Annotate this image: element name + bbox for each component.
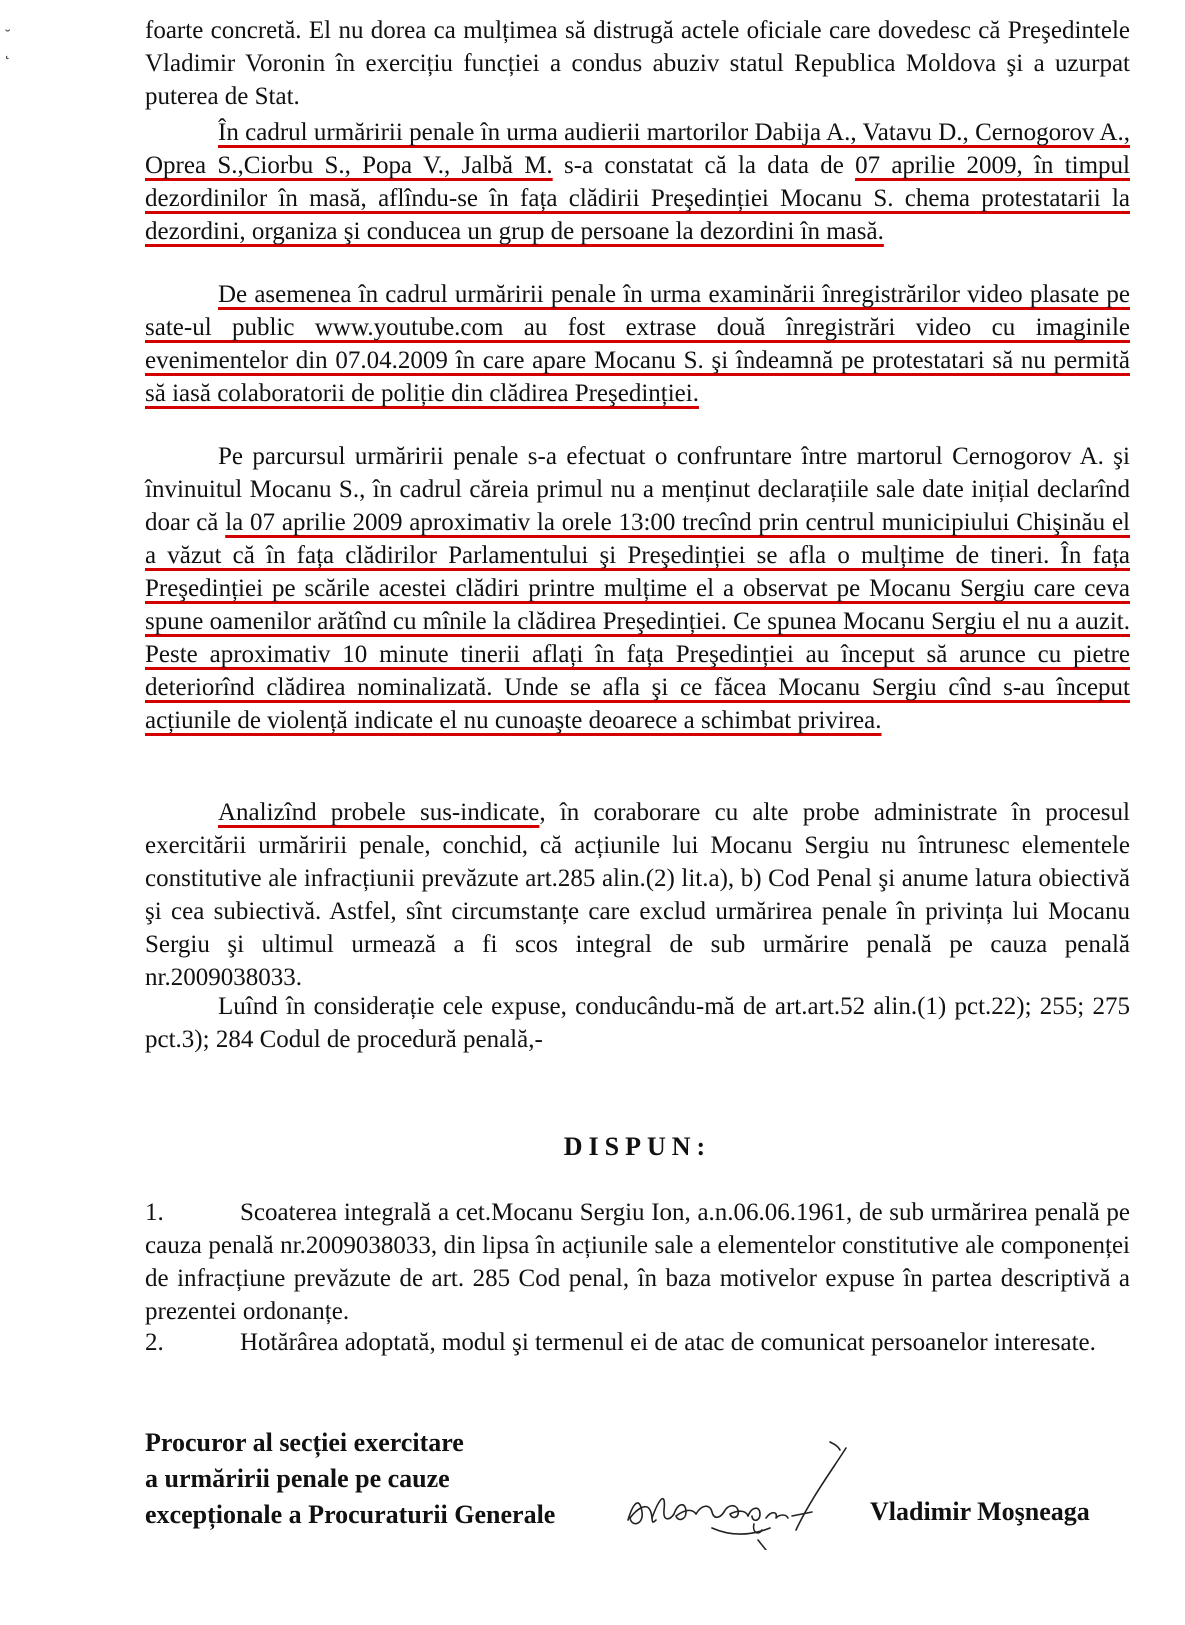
handwritten-signature	[620, 1440, 850, 1550]
signatory-title-line: Procuror al secției exercitare	[145, 1428, 464, 1457]
list-number: 2.	[145, 1329, 164, 1356]
text-segment: , în coraborare cu alte probe administrate în procesul exercitării urmăririi penale, conchid, că acțiunile lui Mocanu Sergiu nu întrunesc elementele constitutive ale infracțiunii prevăzute art.285 alin.(2) lit.a), b) Cod Penal şi anume latura obiectivă şi cea subiectivă. Astfel, sînt circumstanțe care exclud urmărirea penale în privința lui Mocanu Sergiu şi ultimul urmează a fi scos integral de sub urmărire penală pe cauza penală nr.2009038033.	[145, 799, 1130, 991]
signatory-name: Vladimir Moşneaga	[870, 1497, 1090, 1526]
underlined-text: În cadrul urmăririi penale în urma audierii martorilor Dabija A., Vatavu D., Cernogorov A., Oprea S.,Ciorbu S., Popa V., Jalbă M.	[145, 119, 1130, 179]
text-segment: s-a constatat că la data de	[552, 152, 856, 179]
paragraph-2	[145, 116, 1130, 248]
list-number: 1.	[145, 1199, 164, 1226]
signatory-title-line: a urmăririi penale pe cauze	[145, 1464, 450, 1493]
paragraph-5	[145, 796, 1130, 994]
underlined-text: De asemenea în cadrul urmăririi penale în urma examinării înregistrărilor video plasate pe sate-ul public www.youtube.com au fost extrase două înregistrări video cu imaginile evenimentelor din 07.04.2009 în care apare Mocanu S. şi îndeamnă pe protestatari să nu permită să iasă colaboratorii de poliție din clădirea Preşedinției.	[145, 281, 1130, 407]
list-item-2	[145, 1326, 1130, 1359]
signatory-title	[145, 1425, 625, 1533]
underlined-text: 07 aprilie 2009, în timpul dezordinilor în masă, aflîndu-se în fața clădirii Preşedinției Mocanu S. chema protestatarii la dezordini, organiza şi conducea un grup de persoane la dezordini în masă.	[145, 152, 1130, 245]
paragraph-6	[145, 990, 1130, 1056]
list-text: Hotărârea adoptată, modul şi termenul ei de atac de comunicat persoanelor interesate.	[240, 1329, 1096, 1356]
paragraph-3	[145, 278, 1130, 410]
signatory-title-line: excepționale a Procuraturii Generale	[145, 1500, 556, 1529]
paragraph-1	[145, 14, 1130, 113]
list-text: Scoaterea integrală a cet.Mocanu Sergiu Ion, a.n.06.06.1961, de sub urmărirea penală pe cauza penală nr.2009038033, din lipsa în acțiunile sale a elementelor constitutive ale componenței de infracțiune prevăzute de art. 285 Cod penal, în baza motivelor expuse în partea descriptivă a prezentei ordonanțe.	[145, 1199, 1130, 1325]
underlined-text: Analizînd probele sus-indicate	[218, 799, 540, 826]
scan-mark: ˘ ˛	[5, 27, 11, 60]
list-item-1	[145, 1196, 1130, 1328]
text-segment: Luînd în considerație cele expuse, conducându-mă de art.art.52 alin.(1) pct.22); 255; 275 pct.3); 284 Codul de procedură penală,-	[145, 993, 1130, 1053]
underlined-text: la 07 aprilie 2009 aproximativ la orele 13:00 trecînd prin centrul municipiului Chişinău el a văzut că în fața clădirilor Parlamentului şi Preşedinției se afla o mulțime de tineri. În fața Preşedinției pe scările acestei clădiri printre mulțime el a observat pe Mocanu Sergiu care ceva spune oamenilor arătînd cu mînile la clădirea Preşedinției. Ce spunea Mocanu Sergiu el nu a auzit. Peste aproximativ 10 minute tinerii aflați în fața Preşedinției au început să arunce cu pietre deteriorînd clădirea nominalizată. Unde se afla şi ce făcea Mocanu Sergiu cînd s-au început acțiunile de violență indicate el nu cunoaşte deoarece a schimbat privirea.	[145, 509, 1130, 734]
text-segment: foarte concretă. El nu dorea ca mulțimea să distrugă actele oficiale care dovedesc că Preşedintele Vladimir Voronin în exercițiu funcției a condus abuziv statul Republica Moldova şi a uzurpat puterea de Stat.	[145, 17, 1130, 110]
dispun-heading: DISPUN:	[563, 1132, 712, 1161]
text-segment: Pe parcursul urmăririi penale s-a efectuat o confruntare între martorul Cernogorov A. şi învinuitul Mocanu S., în cadrul căreia primul nu a menținut declarațiile sale date inițial declarînd doar că	[145, 443, 1130, 536]
paragraph-4	[145, 440, 1130, 737]
